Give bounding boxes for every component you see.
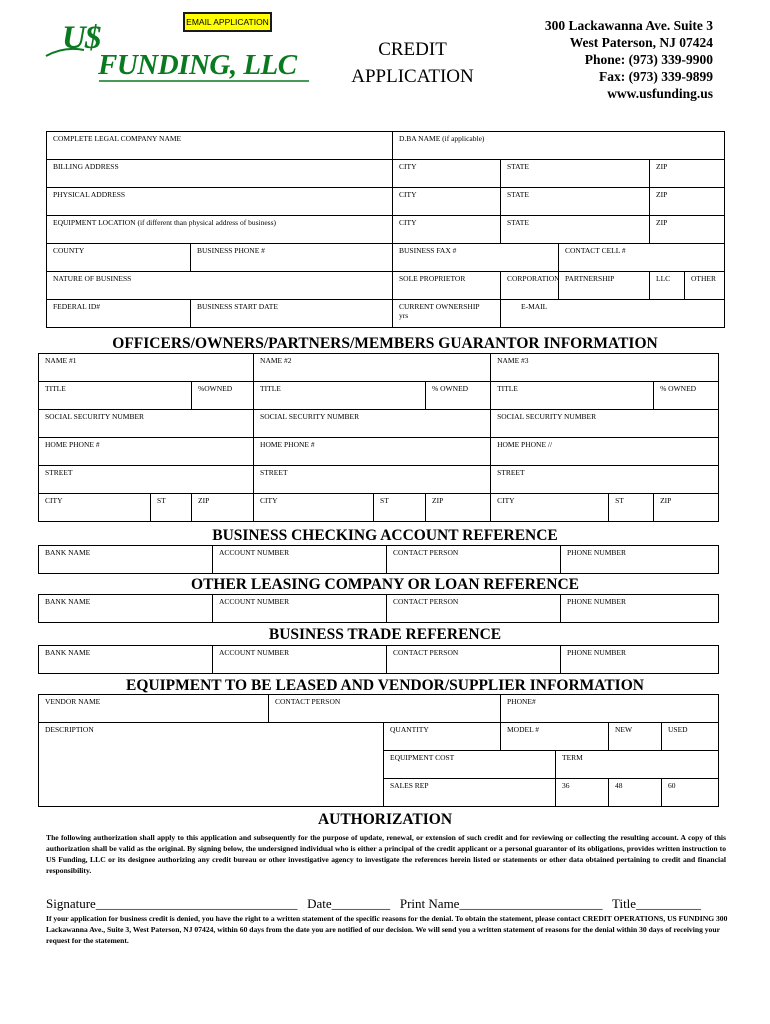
vendor-phone-field[interactable]: PHONE# — [501, 695, 719, 723]
officer1-title-field[interactable]: TITLE — [39, 382, 192, 410]
company-info-table — [46, 131, 725, 328]
vendor-contact-field[interactable]: CONTACT PERSON — [269, 695, 501, 723]
equipment-state-field[interactable]: STATE — [501, 216, 650, 244]
address-line: 300 Lackawanna Ave. Suite 3 — [544, 18, 713, 33]
officer1-st-field[interactable]: ST — [151, 494, 192, 522]
trade-table — [38, 645, 719, 674]
checking-account-field[interactable]: ACCOUNT NUMBER — [213, 546, 387, 574]
authorization-text: The following authorization shall apply to this application and subsequently for the purpose of update, renewal, or extension of such credit and for reviewing or collecting the resulting account. A copy of this authorization shall be valid as the original. By signing below, the undersigned individual who is either a principal of the credit applicant or a personal guarantor of its obligations, provides written instruction to US Funding, LLC or its designee authorizing any credit bureau or other investigative agency to investigate the references herein listed or statements or other data obtained pertaining to credit and financial responsibility. — [46, 833, 726, 875]
llc-option[interactable]: LLC — [650, 272, 685, 300]
leasing-table — [38, 594, 719, 623]
officer3-street-field[interactable]: STREET — [491, 466, 719, 494]
company-address — [545, 17, 713, 102]
trade-section-title: BUSINESS TRADE REFERENCE — [268, 626, 502, 643]
address-fax: Fax: (973) 339-9899 — [599, 69, 713, 84]
equipment-city-field[interactable]: CITY — [393, 216, 501, 244]
address-line: West Paterson, NJ 07424 — [569, 35, 713, 50]
email-application-button[interactable]: EMAIL APPLICATION — [183, 12, 272, 32]
dba-field[interactable]: D.BA NAME (if applicable) — [393, 132, 725, 160]
equipment-term-field[interactable]: TERM — [556, 751, 719, 779]
officer2-title-field[interactable]: TITLE — [254, 382, 426, 410]
equipment-quantity-field[interactable]: QUANTITY — [384, 723, 501, 751]
officer3-owned-field[interactable]: % OWNED — [654, 382, 719, 410]
sole-proprietor-option[interactable]: SOLE PROPRIETOR — [393, 272, 501, 300]
equipment-zip-field[interactable]: ZIP — [650, 216, 725, 244]
checking-section-title: BUSINESS CHECKING ACCOUNT REFERENCE — [212, 527, 558, 544]
leasing-phone-field[interactable]: PHONE NUMBER — [561, 595, 719, 623]
signature-field[interactable]: Signature_______________________________ — [46, 896, 298, 911]
signature-row — [46, 896, 701, 912]
form-title — [342, 36, 483, 90]
physical-zip-field[interactable]: ZIP — [650, 188, 725, 216]
officer1-home-phone-field[interactable]: HOME PHONE # — [39, 438, 254, 466]
equipment-description-field[interactable]: DESCRIPTION — [39, 723, 384, 807]
officer1-city-field[interactable]: CITY — [39, 494, 151, 522]
date-field[interactable]: Date_________ — [307, 896, 391, 911]
billing-city-field[interactable]: CITY — [393, 160, 501, 188]
equipment-location-field[interactable]: EQUIPMENT LOCATION (if different than physical address of business) — [47, 216, 393, 244]
address-phone: Phone: (973) 339-9900 — [584, 52, 713, 67]
officer3-name-field[interactable]: NAME #3 — [491, 354, 719, 382]
vendor-name-field[interactable]: VENDOR NAME — [39, 695, 269, 723]
officer1-street-field[interactable]: STREET — [39, 466, 254, 494]
term-48-option[interactable]: 48 — [609, 779, 662, 807]
officer3-ssn-field[interactable]: SOCIAL SECURITY NUMBER — [491, 410, 719, 438]
officer2-name-field[interactable]: NAME #2 — [254, 354, 491, 382]
address-website[interactable]: www.usfunding.us — [607, 86, 713, 101]
officer2-ssn-field[interactable]: SOCIAL SECURITY NUMBER — [254, 410, 491, 438]
leasing-section-title: OTHER LEASING COMPANY OR LOAN REFERENCE — [191, 576, 579, 593]
legal-name-field[interactable]: COMPLETE LEGAL COMPANY NAME — [47, 132, 393, 160]
equipment-cost-field[interactable]: EQUIPMENT COST — [384, 751, 556, 779]
physical-state-field[interactable]: STATE — [501, 188, 650, 216]
authorization-section-title: AUTHORIZATION — [317, 811, 453, 828]
equipment-table — [38, 694, 719, 807]
equipment-used-option[interactable]: USED — [662, 723, 719, 751]
corporation-option[interactable]: CORPORATION — [501, 272, 559, 300]
trade-account-field[interactable]: ACCOUNT NUMBER — [213, 646, 387, 674]
officers-section-title: OFFICERS/OWNERS/PARTNERS/MEMBERS GUARANTOR INFORMATION — [112, 335, 658, 352]
business-fax-field[interactable]: BUSINESS FAX # — [393, 244, 559, 272]
start-date-field[interactable]: BUSINESS START DATE — [191, 300, 393, 328]
logo-us: U$ — [62, 20, 101, 56]
email-field[interactable]: E-MAIL — [501, 300, 725, 328]
term-60-option[interactable]: 60 — [662, 779, 719, 807]
officer2-home-phone-field[interactable]: HOME PHONE # — [254, 438, 491, 466]
officer3-st-field[interactable]: ST — [609, 494, 654, 522]
officer2-city-field[interactable]: CITY — [254, 494, 374, 522]
leasing-bank-field[interactable]: BANK NAME — [39, 595, 213, 623]
officers-table — [38, 353, 719, 522]
title-line2: APPLICATION — [351, 66, 474, 87]
equipment-model-field[interactable]: MODEL # — [501, 723, 609, 751]
officer1-zip-field[interactable]: ZIP — [192, 494, 254, 522]
officer1-name-field[interactable]: NAME #1 — [39, 354, 254, 382]
trade-contact-field[interactable]: CONTACT PERSON — [387, 646, 561, 674]
officer2-zip-field[interactable]: ZIP — [426, 494, 491, 522]
leasing-contact-field[interactable]: CONTACT PERSON — [387, 595, 561, 623]
ownership-label: CURRENT OWNERSHIP — [399, 302, 480, 311]
officer1-ssn-field[interactable]: SOCIAL SECURITY NUMBER — [39, 410, 254, 438]
ownership-field[interactable] — [393, 300, 501, 328]
denial-notice: If your application for business credit is denied, you have the right to a written statement of the specific reasons for the denial. To obtain the statement, please contact CREDIT OPERATIONS, US FUNDING 300 Lackawanna Ave., Suite 3, West Paterson, NJ 07424, within 60 days from the date you are notified of our decision. We will send you a written statement of reasons for the denial within 30 days of receiving your request for the statement. — [46, 914, 728, 945]
ownership-unit: yrs — [399, 311, 409, 320]
physical-city-field[interactable]: CITY — [393, 188, 501, 216]
billing-address-field[interactable]: BILLING ADDRESS — [47, 160, 393, 188]
physical-address-field[interactable]: PHYSICAL ADDRESS — [47, 188, 393, 216]
officer3-title-field[interactable]: TITLE — [491, 382, 654, 410]
title-line1: CREDIT — [378, 39, 447, 60]
equipment-section-title: EQUIPMENT TO BE LEASED AND VENDOR/SUPPLIER INFORMATION — [126, 677, 644, 694]
term-36-option[interactable]: 36 — [556, 779, 609, 807]
federal-id-field[interactable]: FEDERAL ID# — [47, 300, 191, 328]
officer2-owned-field[interactable]: % OWNED — [426, 382, 491, 410]
checking-bank-field[interactable]: BANK NAME — [39, 546, 213, 574]
business-phone-field[interactable]: BUSINESS PHONE # — [191, 244, 393, 272]
officer3-zip-field[interactable]: ZIP — [654, 494, 719, 522]
billing-zip-field[interactable]: ZIP — [650, 160, 725, 188]
equipment-new-option[interactable]: NEW — [609, 723, 662, 751]
officer1-owned-field[interactable]: %OWNED — [192, 382, 254, 410]
officer3-home-phone-field[interactable]: HOME PHONE // — [491, 438, 719, 466]
officer2-street-field[interactable]: STREET — [254, 466, 491, 494]
partnership-option[interactable]: PARTNERSHIP — [559, 272, 650, 300]
leasing-account-field[interactable]: ACCOUNT NUMBER — [213, 595, 387, 623]
county-field[interactable]: COUNTY — [47, 244, 191, 272]
title-field[interactable]: Title__________ — [611, 896, 702, 911]
print-name-field[interactable]: Print Name______________________ — [399, 896, 603, 911]
contact-cell-field[interactable]: CONTACT CELL # — [559, 244, 725, 272]
nature-of-business-field[interactable]: NATURE OF BUSINESS — [47, 272, 393, 300]
logo-funding: FUNDING, LLC — [98, 49, 297, 81]
other-option[interactable]: OTHER — [685, 272, 725, 300]
officer2-st-field[interactable]: ST — [374, 494, 426, 522]
sales-rep-field[interactable]: SALES REP — [384, 779, 556, 807]
officer3-city-field[interactable]: CITY — [491, 494, 609, 522]
checking-table — [38, 545, 719, 574]
checking-contact-field[interactable]: CONTACT PERSON — [387, 546, 561, 574]
trade-bank-field[interactable]: BANK NAME — [39, 646, 213, 674]
billing-state-field[interactable]: STATE — [501, 160, 650, 188]
trade-phone-field[interactable]: PHONE NUMBER — [561, 646, 719, 674]
checking-phone-field[interactable]: PHONE NUMBER — [561, 546, 719, 574]
